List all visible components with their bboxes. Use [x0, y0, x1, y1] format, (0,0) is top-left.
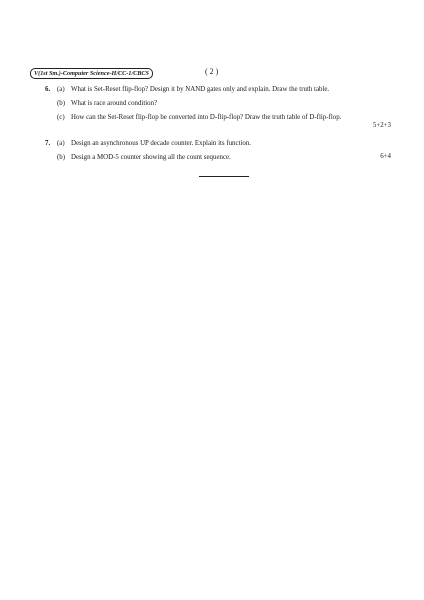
part-label: (b) [57, 100, 66, 107]
part-label: (b) [57, 154, 66, 161]
part-label: (a) [57, 140, 65, 147]
part-text: Design a MOD-5 counter showing all the count sequence. [71, 154, 231, 161]
part-text: How can the Set-Reset flip-flop be converted into D-flip-flop? Draw the truth table of D-flip-flop. [71, 114, 342, 121]
part-text: What is Set-Reset flip-flop? Design it by NAND gates only and explain. Draw the truth table. [71, 86, 330, 93]
part-label: (a) [57, 86, 65, 93]
part-text: What is race around condition? [71, 100, 158, 107]
part-label: (c) [57, 114, 65, 121]
page-number: ( 2 ) [205, 67, 219, 76]
marks-allocation: 5+2+3 [372, 122, 391, 129]
part-text: Design an asynchronous UP decade counter. Explain its function. [71, 140, 252, 147]
end-of-paper-rule [199, 176, 249, 177]
course-code-label: V(1st Sm.)-Computer Science-H/CC-1/CBCS [30, 68, 153, 79]
marks-allocation: 6+4 [380, 153, 391, 160]
question-number: 6. [45, 86, 51, 93]
question-number: 7. [45, 140, 51, 147]
